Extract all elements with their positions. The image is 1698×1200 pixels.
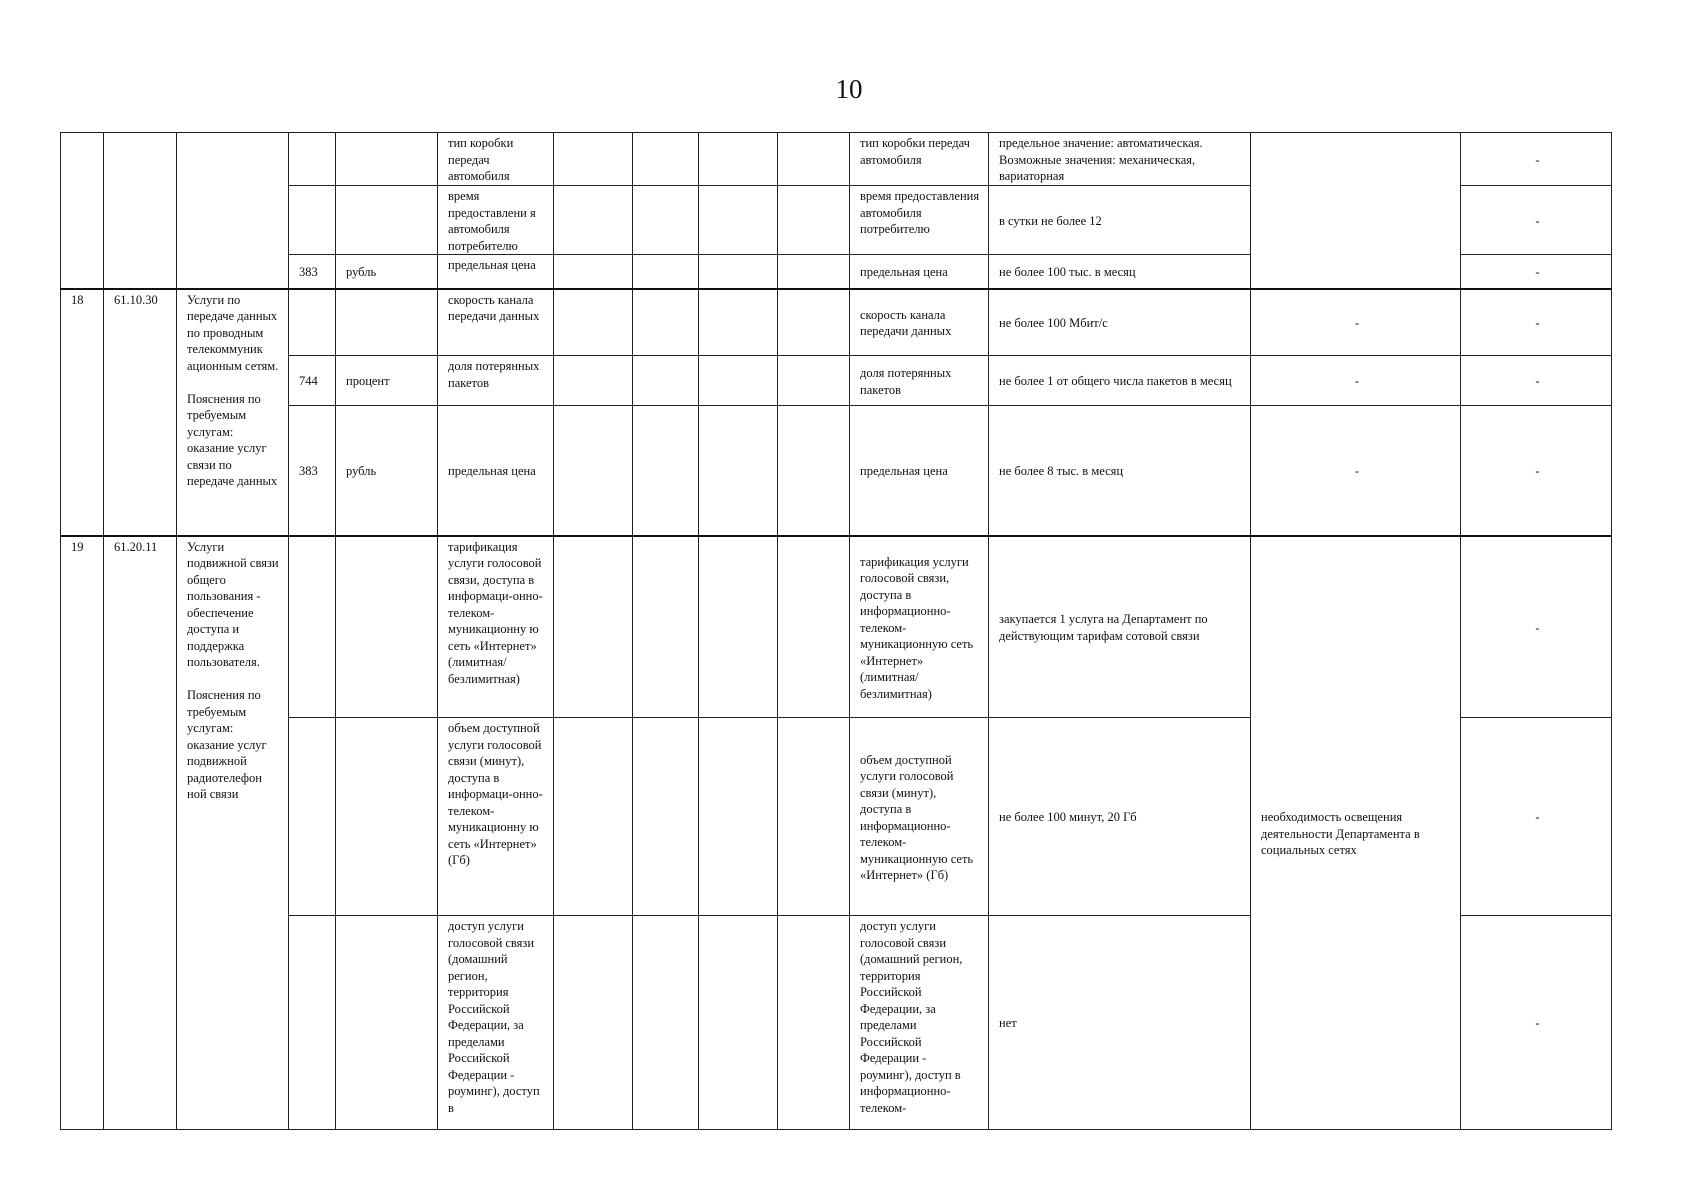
cell-empty (778, 133, 850, 186)
cell-char-name-2: предельная цена (850, 406, 989, 536)
cell-code: 383 (289, 255, 336, 289)
table-row (61, 289, 1612, 356)
cell-empty (778, 186, 850, 255)
cell-note: - (1461, 406, 1612, 536)
cell-char-name: объем доступной услуги голосовой связи (минут), доступа в информаци-онно-телеком-муникационну ю сеть «Интернет» (Гб) (438, 718, 554, 916)
cell-empty (554, 536, 633, 718)
cell-desc (177, 133, 289, 289)
cell-empty (778, 255, 850, 289)
cell-code: 744 (289, 356, 336, 406)
cell-empty (554, 255, 633, 289)
cell-empty (554, 133, 633, 186)
cell-char-name: доступ услуги голосовой связи (домашний регион, территория Российской Федерации, за пределами Российской Федерации - роуминг), доступ в (438, 916, 554, 1130)
cell-note: - (1461, 916, 1612, 1130)
cell-char-name: предельная цена (438, 255, 554, 289)
cell-unit (336, 133, 438, 186)
cell-code (289, 916, 336, 1130)
cell-justification: необходимость освещения деятельности Департамента в социальных сетях (1251, 536, 1461, 1130)
cell-okpd (104, 133, 177, 289)
cell-num (61, 133, 104, 289)
table-row (61, 536, 1612, 718)
cell-desc: Услуги по передаче данных по проводным телекоммуник ационным сетям. Пояснения по требуемым услугам: оказание услуг связи по передаче данных (177, 289, 289, 536)
cell-char-name-2: скорость канала передачи данных (850, 289, 989, 356)
table-row (61, 406, 1612, 536)
cell-unit: рубль (336, 406, 438, 536)
cell-code (289, 289, 336, 356)
cell-empty (554, 289, 633, 356)
cell-char-name-2: доля потерянных пакетов (850, 356, 989, 406)
cell-value: предельное значение: автоматическая. Возможные значения: механическая, вариаторная (989, 133, 1251, 186)
cell-value: нет (989, 916, 1251, 1130)
requirements-table (60, 132, 1612, 1130)
cell-empty (699, 133, 778, 186)
cell-char-name: предельная цена (438, 406, 554, 536)
cell-justification: - (1251, 289, 1461, 356)
cell-empty (778, 289, 850, 356)
cell-value: закупается 1 услуга на Департамент по действующим тарифам сотовой связи (989, 536, 1251, 718)
cell-num: 19 (61, 536, 104, 1130)
cell-char-name: время предоставлени я автомобиля потребителю (438, 186, 554, 255)
cell-note: - (1461, 289, 1612, 356)
cell-okpd: 61.20.11 (104, 536, 177, 1130)
cell-empty (699, 289, 778, 356)
cell-num: 18 (61, 289, 104, 536)
cell-empty (699, 916, 778, 1130)
cell-empty (778, 718, 850, 916)
cell-value: не более 100 тыс. в месяц (989, 255, 1251, 289)
cell-empty (633, 255, 699, 289)
cell-empty (554, 406, 633, 536)
cell-empty (778, 406, 850, 536)
cell-justification: - (1251, 356, 1461, 406)
table-row (61, 356, 1612, 406)
cell-empty (778, 536, 850, 718)
cell-value: в сутки не более 12 (989, 186, 1251, 255)
cell-empty (633, 186, 699, 255)
cell-char-name-2: время предоставления автомобиля потребителю (850, 186, 989, 255)
cell-empty (699, 406, 778, 536)
cell-note: - (1461, 133, 1612, 186)
cell-note: - (1461, 718, 1612, 916)
cell-empty (699, 186, 778, 255)
cell-empty (633, 536, 699, 718)
cell-char-name-2: объем доступной услуги голосовой связи (минут), доступа в информационно-телеком-муникационную сеть «Интернет» (Гб) (850, 718, 989, 916)
cell-unit: рубль (336, 255, 438, 289)
cell-empty (699, 255, 778, 289)
cell-justification (1251, 133, 1461, 289)
cell-value: не более 1 от общего числа пакетов в месяц (989, 356, 1251, 406)
cell-empty (699, 718, 778, 916)
cell-empty (778, 356, 850, 406)
cell-code (289, 718, 336, 916)
cell-note: - (1461, 186, 1612, 255)
cell-code: 383 (289, 406, 336, 536)
cell-empty (778, 916, 850, 1130)
cell-desc: Услуги подвижной связи общего пользования - обеспечение доступа и поддержка пользователя. Пояснения по требуемым услугам: оказание услуг подвижной радиотелефон ной связи (177, 536, 289, 1130)
cell-char-name: скорость канала передачи данных (438, 289, 554, 356)
cell-char-name: тарификация услуги голосовой связи, доступа в информаци-онно-телеком-муникационну ю сеть «Интернет» (лимитная/ безлимитная) (438, 536, 554, 718)
cell-unit (336, 289, 438, 356)
cell-note: - (1461, 356, 1612, 406)
cell-empty (633, 133, 699, 186)
cell-empty (554, 718, 633, 916)
cell-char-name: доля потерянных пакетов (438, 356, 554, 406)
cell-empty (633, 289, 699, 356)
cell-empty (699, 356, 778, 406)
cell-unit (336, 916, 438, 1130)
cell-empty (633, 718, 699, 916)
cell-unit (336, 718, 438, 916)
cell-unit: процент (336, 356, 438, 406)
cell-empty (633, 356, 699, 406)
cell-empty (699, 536, 778, 718)
page-number: 10 (835, 74, 863, 104)
cell-empty (554, 356, 633, 406)
cell-unit (336, 186, 438, 255)
cell-okpd: 61.10.30 (104, 289, 177, 536)
table-row (61, 133, 1612, 186)
cell-empty (554, 186, 633, 255)
cell-char-name-2: предельная цена (850, 255, 989, 289)
cell-justification: - (1251, 406, 1461, 536)
cell-code (289, 133, 336, 186)
cell-note: - (1461, 536, 1612, 718)
cell-char-name: тип коробки передач автомобиля (438, 133, 554, 186)
cell-value: не более 100 минут, 20 Гб (989, 718, 1251, 916)
cell-note: - (1461, 255, 1612, 289)
cell-empty (633, 406, 699, 536)
cell-char-name-2: тарификация услуги голосовой связи, доступа в информационно-телеком-муникационную сеть «Интернет» (лимитная/ безлимитная) (850, 536, 989, 718)
cell-empty (554, 916, 633, 1130)
cell-value: не более 8 тыс. в месяц (989, 406, 1251, 536)
cell-code (289, 186, 336, 255)
cell-empty (633, 916, 699, 1130)
cell-char-name-2: доступ услуги голосовой связи (домашний регион, территория Российской Федерации, за пределами Российской Федерации - роуминг), доступ в информационно-телеком- (850, 916, 989, 1130)
cell-unit (336, 536, 438, 718)
cell-char-name-2: тип коробки передач автомобиля (850, 133, 989, 186)
cell-code (289, 536, 336, 718)
cell-value: не более 100 Мбит/с (989, 289, 1251, 356)
